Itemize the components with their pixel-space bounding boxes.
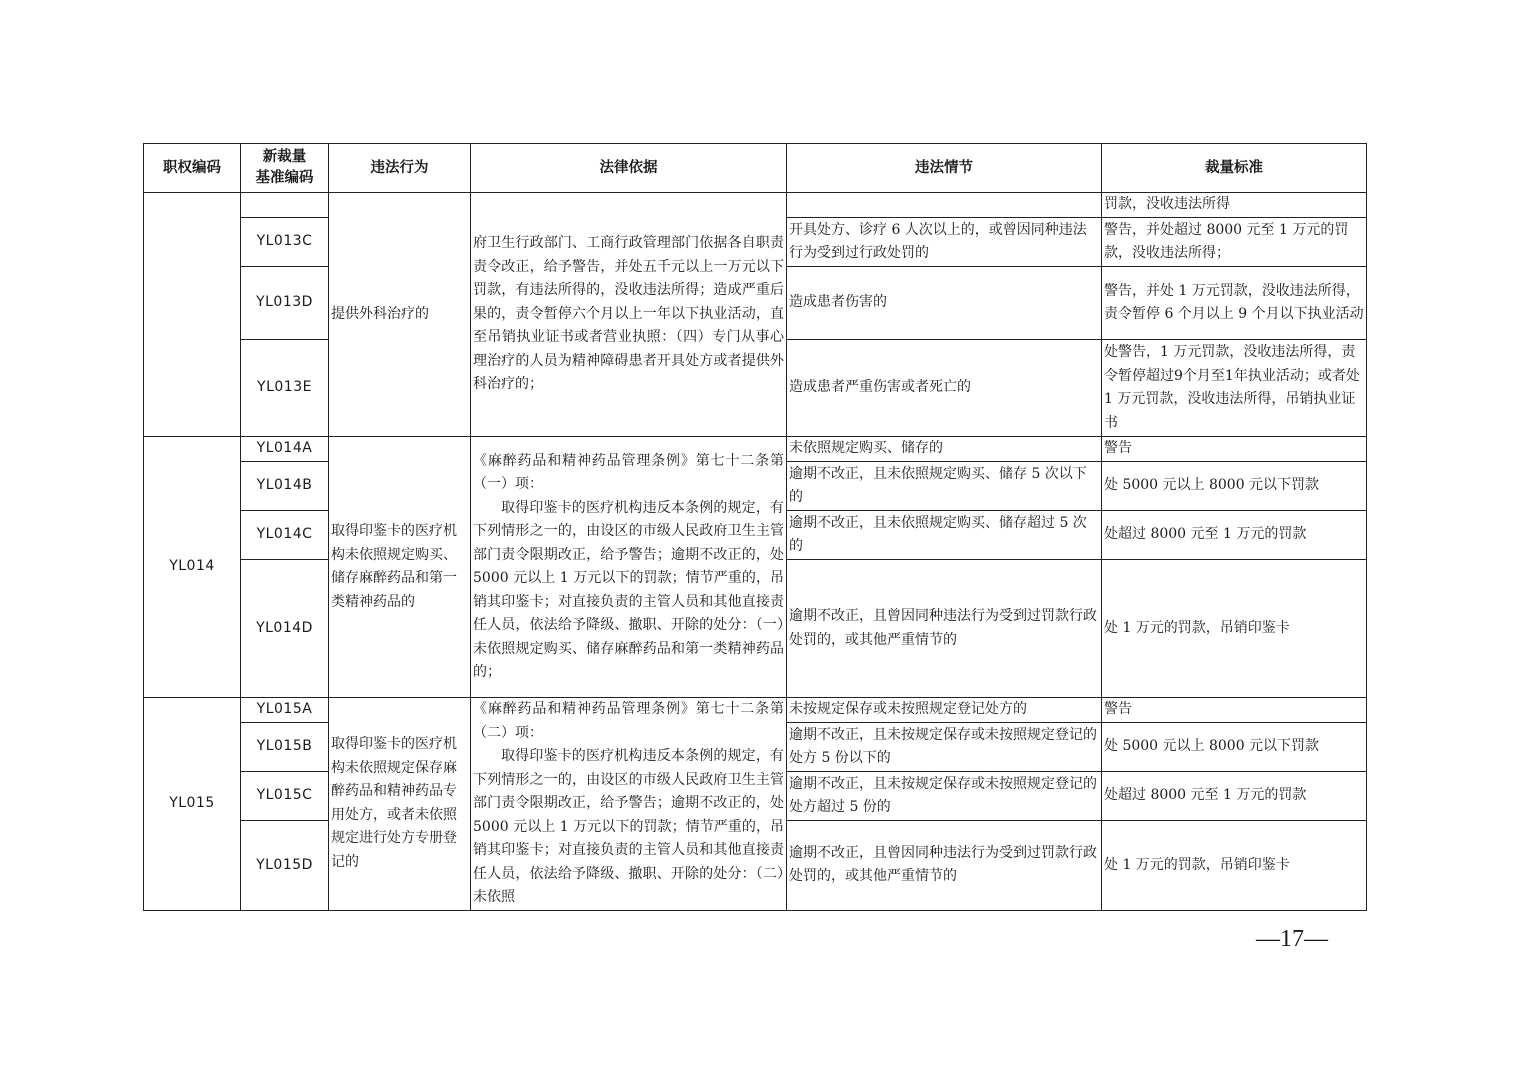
header-illegal-act: 违法行为 — [329, 144, 471, 193]
standard-cell: 处 5000 元以上 8000 元以下罚款 — [1102, 723, 1367, 772]
new-code-cell: YL014D — [241, 560, 329, 698]
standard-cell: 处 5000 元以上 8000 元以下罚款 — [1102, 462, 1367, 511]
circumstance-cell: 未依照规定购买、储存的 — [787, 437, 1102, 462]
header-row — [144, 144, 1367, 193]
new-code-cell: YL015B — [241, 723, 329, 772]
legal-basis-heading: 《麻醉药品和精神药品管理条例》第七十二条第（二）项： — [473, 701, 784, 741]
header-power-code: 职权编码 — [144, 144, 241, 193]
circumstance-cell — [787, 193, 1102, 218]
table-row — [144, 698, 1367, 723]
circumstance-cell: 逾期不改正，且未按规定保存或未按照规定登记的处方超过 5 份的 — [787, 772, 1102, 821]
new-code-cell: YL014B — [241, 462, 329, 511]
legal-basis-cell: 府卫生行政部门、工商行政管理部门依据各自职责责令改正，给予警告，并处五千元以上一万元以下罚款，有违法所得的，没收违法所得；造成严重后果的，责令暂停六个月以上一年以下执业活动，直至吊销执业证书或者营业执照：（四）专门从事心理治疗的人员为精神障碍患者开具处方或者提供外科治疗的； — [471, 193, 787, 437]
circumstance-cell: 逾期不改正，且未依照规定购买、储存 5 次以下的 — [787, 462, 1102, 511]
new-code-cell: YL013C — [241, 218, 329, 267]
circumstance-cell: 未按规定保存或未按照规定登记处方的 — [787, 698, 1102, 723]
header-new-code: 新裁量 基准编码 — [241, 144, 329, 193]
legal-basis-cell — [471, 698, 787, 911]
illegal-act-cell: 提供外科治疗的 — [329, 193, 471, 437]
legal-basis-cell — [471, 437, 787, 698]
standard-cell: 警告，并处 1 万元罚款，没收违法所得，责令暂停 6 个月以上 9 个月以下执业活动 — [1102, 267, 1367, 340]
new-code-cell: YL014C — [241, 511, 329, 560]
illegal-act-cell: 取得印鉴卡的医疗机构未依照规定购买、储存麻醉药品和第一类精神药品的 — [329, 437, 471, 698]
discretion-standard-table — [143, 143, 1367, 911]
new-code-cell: YL013D — [241, 267, 329, 340]
power-code-cell — [144, 193, 241, 437]
circumstance-cell: 逾期不改正，且未按规定保存或未按照规定登记的处方 5 份以下的 — [787, 723, 1102, 772]
legal-basis-body: 取得印鉴卡的医疗机构违反本条例的规定，有下列情形之一的，由设区的市级人民政府卫生主管部门责令限期改正，给予警告；逾期不改正的，处 5000 元以上 1 万元以下的罚款；情节严重的，吊销其印鉴卡；对直接负责的主管人员和其他直接责任人员，依法给予降级、撤职、开除的处分：（二）未依照 — [473, 748, 784, 905]
circumstance-cell: 开具处方、诊疗 6 人次以上的，或曾因同种违法行为受到过行政处罚的 — [787, 218, 1102, 267]
standard-cell: 处 1 万元的罚款，吊销印鉴卡 — [1102, 821, 1367, 910]
power-code-cell: YL015 — [144, 698, 241, 911]
standard-cell: 警告，并处超过 8000 元至 1 万元的罚款，没收违法所得； — [1102, 218, 1367, 267]
illegal-act-cell: 取得印鉴卡的医疗机构未依照规定保存麻醉药品和精神药品专用处方，或者未依照规定进行处方专册登记的 — [329, 698, 471, 911]
new-code-cell: YL015C — [241, 772, 329, 821]
standard-cell: 处警告，1 万元罚款，没收违法所得，责令暂停超过9个月至1年执业活动；或者处 1 万元罚款，没收违法所得，吊销执业证书 — [1102, 340, 1367, 437]
circumstance-cell: 逾期不改正，且曾因同种违法行为受到过罚款行政处罚的，或其他严重情节的 — [787, 821, 1102, 910]
legal-basis-body: 取得印鉴卡的医疗机构违反本条例的规定，有下列情形之一的，由设区的市级人民政府卫生主管部门责令限期改正，给予警告；逾期不改正的，处 5000 元以上 1 万元以下的罚款；情节严重的，吊销其印鉴卡；对直接负责的主管人员和其他直接责任人员，依法给予降级、撤职、开除的处分：（一）未依照规定购买、储存麻醉药品和第一类精神药品的； — [473, 499, 784, 680]
standard-cell: 处超过 8000 元至 1 万元的罚款 — [1102, 772, 1367, 821]
new-code-cell — [241, 193, 329, 218]
standard-cell: 罚款，没收违法所得 — [1102, 193, 1367, 218]
table-row — [144, 437, 1367, 462]
standard-cell: 警告 — [1102, 437, 1367, 462]
header-standard: 裁量标准 — [1102, 144, 1367, 193]
header-circumstance: 违法情节 — [787, 144, 1102, 193]
new-code-cell: YL015D — [241, 821, 329, 910]
header-legal-basis: 法律依据 — [471, 144, 787, 193]
circumstance-cell: 造成患者严重伤害或者死亡的 — [787, 340, 1102, 437]
new-code-cell: YL013E — [241, 340, 329, 437]
circumstance-cell: 逾期不改正，且未依照规定购买、储存超过 5 次的 — [787, 511, 1102, 560]
table-row — [144, 193, 1367, 218]
new-code-cell: YL015A — [241, 698, 329, 723]
circumstance-cell: 逾期不改正，且曾因同种违法行为受到过罚款行政处罚的，或其他严重情节的 — [787, 560, 1102, 698]
page-number: —17— — [1256, 926, 1328, 952]
power-code-cell: YL014 — [144, 437, 241, 698]
circumstance-cell: 造成患者伤害的 — [787, 267, 1102, 340]
standard-cell: 警告 — [1102, 698, 1367, 723]
standard-cell: 处超过 8000 元至 1 万元的罚款 — [1102, 511, 1367, 560]
new-code-cell: YL014A — [241, 437, 329, 462]
legal-basis-heading: 《麻醉药品和精神药品管理条例》第七十二条第（一）项： — [473, 452, 784, 492]
standard-cell: 处 1 万元的罚款，吊销印鉴卡 — [1102, 560, 1367, 698]
